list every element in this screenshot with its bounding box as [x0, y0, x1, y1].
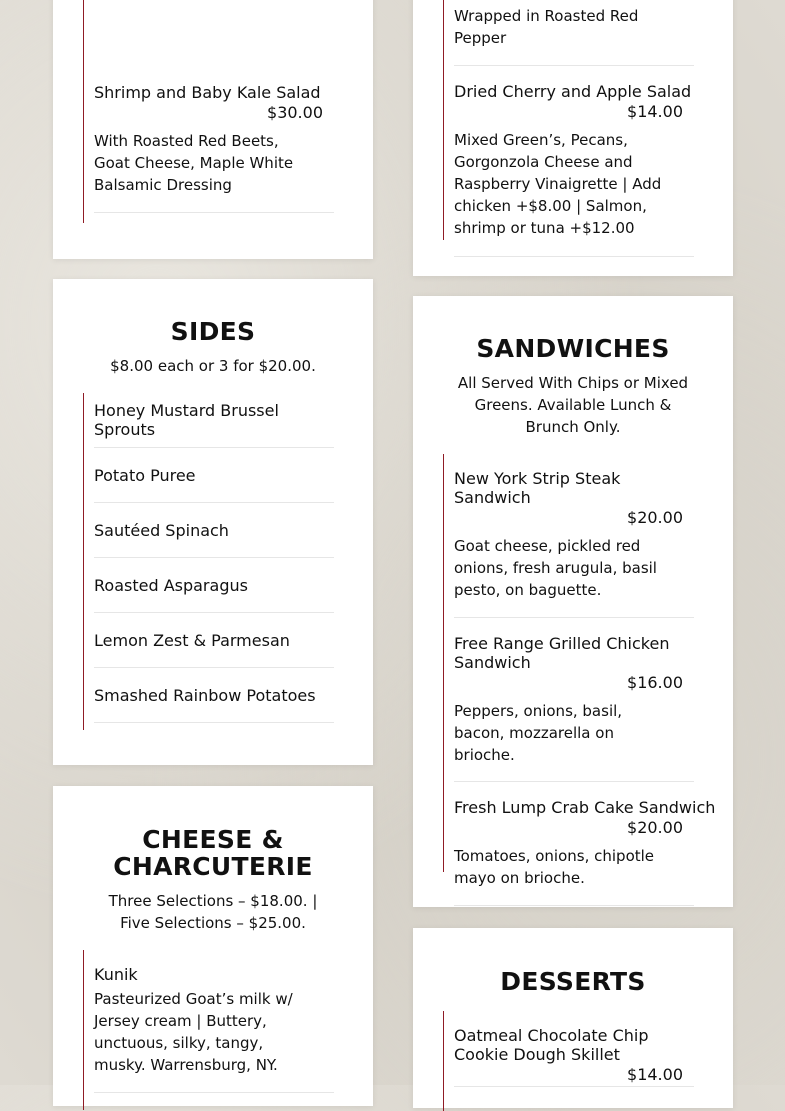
section-title: SIDES: [170, 317, 256, 346]
cheese-card: [53, 786, 373, 1106]
sandwiches-card: [413, 296, 733, 907]
menu-item: [454, 618, 694, 782]
item-description: Wrapped in Roasted Red Pepper: [454, 7, 639, 47]
menu-item: [454, 1011, 694, 1087]
item-name: Free Range Grilled Chicken Sandwich: [454, 634, 670, 672]
salads-list-right: [443, 0, 694, 240]
item-description: Peppers, onions, basil, bacon, mozzarella on brioche.: [454, 702, 623, 764]
menu-item: [454, 454, 694, 618]
section-subtitle: $8.00 each or 3 for $20.00.: [110, 357, 316, 375]
side-item: Potato Puree: [94, 448, 334, 503]
item-description: Tomatoes, onions, chipotle mayo on brioche.: [454, 847, 655, 887]
section-title: CHEESE & CHARCUTERIE: [113, 825, 313, 881]
desserts-card: [413, 928, 733, 1108]
menu-item: [454, 0, 694, 66]
item-name: Fresh Lump Crab Cake Sandwich: [454, 798, 716, 817]
section-subtitle: All Served With Chips or Mixed Greens. Available Lunch & Brunch Only.: [457, 374, 689, 436]
item-price: $14.00: [627, 1065, 683, 1084]
menu-item: [454, 66, 694, 257]
section-title: DESSERTS: [500, 967, 646, 996]
item-price: $16.00: [627, 673, 683, 692]
item-price: $30.00: [267, 103, 323, 122]
item-price: $20.00: [627, 508, 683, 527]
section-subtitle: Three Selections – $18.00. | Five Selections – $25.00.: [108, 892, 318, 932]
item-name: Kunik: [94, 965, 138, 984]
salads-list-left: [83, 0, 334, 223]
item-price: $20.00: [627, 818, 683, 837]
side-item: Honey Mustard Brussel Sprouts: [94, 393, 334, 448]
side-item: Lemon Zest & Parmesan: [94, 613, 334, 668]
sides-list: [83, 393, 334, 730]
item-description: With Roasted Red Beets, Goat Cheese, Maple White Balsamic Dressing: [94, 132, 294, 194]
item-name: New York Strip Steak Sandwich: [454, 469, 621, 507]
side-item: Roasted Asparagus: [94, 558, 334, 613]
side-item: Sautéed Spinach: [94, 503, 334, 558]
salads-card-right: [413, 0, 733, 276]
side-item: Smashed Rainbow Potatoes: [94, 668, 334, 723]
salads-card-left: [53, 0, 373, 259]
menu-item: [94, 950, 334, 1093]
sides-card: [53, 279, 373, 765]
section-title: SANDWICHES: [476, 334, 670, 363]
menu-item: [94, 83, 334, 213]
item-description: Goat cheese, pickled red onions, fresh arugula, basil pesto, on baguette.: [454, 537, 657, 599]
item-name: Shrimp and Baby Kale Salad: [94, 83, 321, 102]
item-description: Pasteurized Goat’s milk w/ Jersey cream | Buttery, unctuous, silky, tangy, musky. Warrensburg, NY.: [94, 990, 293, 1074]
desserts-list: [443, 1011, 694, 1111]
sandwiches-list: [443, 454, 716, 887]
menu-item: [454, 782, 716, 906]
item-name: Oatmeal Chocolate Chip Cookie Dough Skillet: [454, 1026, 649, 1064]
item-name: Dried Cherry and Apple Salad: [454, 82, 692, 101]
cheese-list: [83, 950, 334, 1110]
item-description: Mixed Green’s, Pecans, Gorgonzola Cheese and Raspberry Vinaigrette | Add chicken +$8.00 | Salmon, shrimp or tuna +$12.00: [454, 131, 662, 237]
item-price: $14.00: [627, 102, 683, 121]
